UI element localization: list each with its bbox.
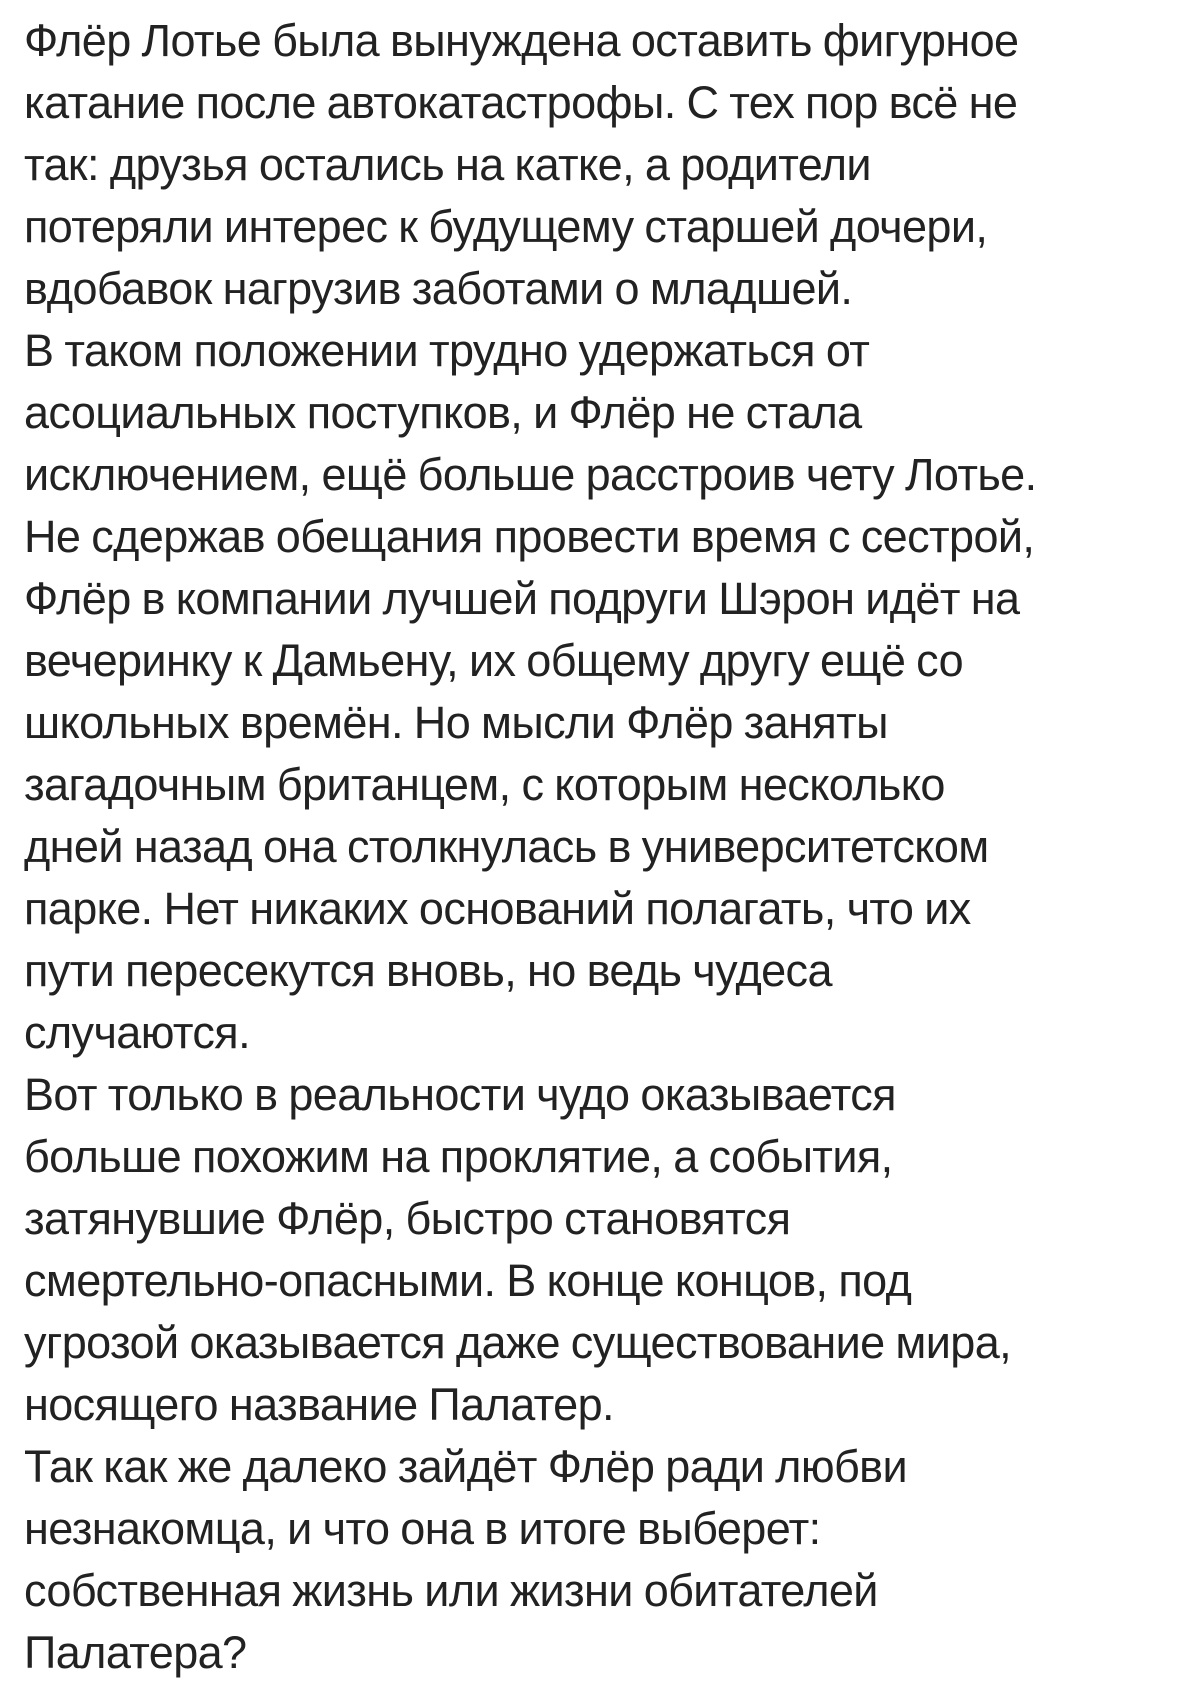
text-line: больше похожим на проклятие, а события,: [24, 1131, 893, 1182]
text-line: катание после автокатастрофы. С тех пор всё не: [24, 77, 1018, 128]
text-line: собственная жизнь или жизни обитателей: [24, 1565, 878, 1616]
text-line: Палатера?: [24, 1627, 247, 1678]
text-line: вдобавок нагрузив заботами о младшей.: [24, 263, 853, 314]
text-line: пути пересекутся вновь, но ведь чудеса: [24, 945, 832, 996]
text-line: так: друзья остались на катке, а родители: [24, 139, 871, 190]
text-line: Не сдержав обещания провести время с сестрой,: [24, 511, 1035, 562]
text-line: незнакомца, и что она в итоге выберет:: [24, 1503, 821, 1554]
text-line: Вот только в реальности чудо оказывается: [24, 1069, 896, 1120]
text-line: затянувшие Флёр, быстро становятся: [24, 1193, 791, 1244]
text-line: смертельно-опасными. В конце концов, под: [24, 1255, 912, 1306]
text-line: дней назад она столкнулась в университетском: [24, 821, 989, 872]
text-line: Так как же далеко зайдёт Флёр ради любви: [24, 1441, 907, 1492]
text-line: В таком положении трудно удержаться от: [24, 325, 870, 376]
text-line: Флёр в компании лучшей подруги Шэрон идёт на: [24, 573, 1020, 624]
text-line: угрозой оказывается даже существование мира,: [24, 1317, 1012, 1368]
text-line: асоциальных поступков, и Флёр не стала: [24, 387, 862, 438]
text-line: загадочным британцем, с которым несколько: [24, 759, 945, 810]
text-line: Флёр Лотье была вынуждена оставить фигурное: [24, 15, 1019, 66]
text-line: исключением, ещё больше расстроив чету Лотье.: [24, 449, 1037, 500]
text-line: вечеринку к Дамьену, их общему другу ещё со: [24, 635, 964, 686]
text-line: носящего название Палатер.: [24, 1379, 614, 1430]
text-line: случаются.: [24, 1007, 250, 1058]
description-text: [24, 10, 1174, 1684]
text-line: парке. Нет никаких оснований полагать, что их: [24, 883, 971, 934]
text-line: школьных времён. Но мысли Флёр заняты: [24, 697, 888, 748]
text-line: потеряли интерес к будущему старшей дочери,: [24, 201, 988, 252]
